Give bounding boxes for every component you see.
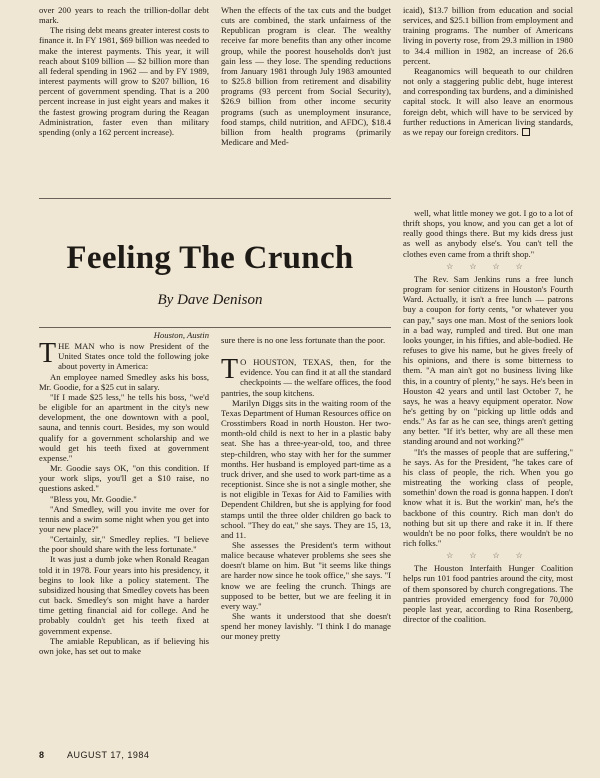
article-byline: By Dave Denison — [157, 292, 263, 308]
continued-3-paragraph: icaid), $13.7 billion from education and social services, and $25.1 billion from employment and training programs. The number of Americans living in poverty rose, from 29.3 million in 1980 to 34.4 million in 1982, an increase of 26.6 percent. — [403, 5, 573, 66]
column-2-paragraph: She wants it understood that she doesn't spend her money lavishly. "I think I do manage our money pretty — [221, 611, 391, 642]
column-1-paragraph: "Bless you, Mr. Goodie." — [50, 493, 137, 504]
column-1-paragraph: The amiable Republican, as if believing his own joke, has set out to make — [39, 635, 209, 656]
section-divider — [39, 198, 391, 199]
column-3-bottom — [403, 563, 573, 624]
column-2-paragraph: She assesses the President's term without malice because whatever problems she sees she doesn't blame on him. But "it seems like things are harder now since he took office," she says. "I know we are feeling the crunch. Things are supposed to be better, but we are feeling it in every way." — [221, 539, 391, 611]
column-1-paragraph: "And Smedley, will you invite me over for tennis and a swim some night when you get into your new place?" — [39, 503, 209, 534]
drop-cap-2: T — [221, 357, 239, 386]
column-3-top — [403, 208, 573, 259]
continued-3-paragraph: Reaganomics will bequeath to our children not only a staggering public debt, huge interest and corresponding tax burdens, and a diminished capital stock. It will also leave an enormous foreign debt, which will have to be serviced by further reductions in American living standards, as we repay our foreign creditors. — [403, 65, 573, 137]
column-3-bottom-paragraph: The Houston Interfaith Hunger Coalition helps run 101 food pantries around the city, most of them sponsored by church congregations. The pantries provided emergency food for 70,000 people last year, according to Rina Rosenberg, director of the coalition. — [403, 563, 573, 625]
column-1-paragraph: Mr. Goodie says OK, "on this condition. If your work slips, you'll get a $10 raise, no questions asked." — [39, 463, 209, 494]
opening-text: HE MAN who is now President of the United States once told the following joke about poverty in America: — [58, 341, 209, 372]
section-opening-paragraph — [221, 357, 391, 398]
article-column-1 — [39, 330, 209, 746]
continued-1-paragraph: over 200 years to reach the trillion-dollar debt mark. — [39, 5, 209, 26]
end-of-story-icon — [522, 128, 530, 136]
byline-rule — [39, 327, 391, 328]
star-divider-1: ☆ ☆ ☆ ☆ — [446, 261, 530, 271]
drop-cap: T — [39, 341, 57, 370]
column-3-top-paragraph: well, what little money we got. I go to a lot of thrift shops, you know, and you can get a lot of really good things there. But my kids dress just as well as anybody else's. You can't tell the clothes even came from a thrift shop." — [403, 208, 573, 259]
column-3-mid-paragraph: The Rev. Sam Jenkins runs a free lunch program for senior citizens in Houston's Fourth Ward. Actually, it isn't a free lunch — patrons buy a coupon for forty cents, "or whatever you can pay," says one man. Most of the seniors look in a bad way, rumpled and tired. But one man looks younger, in his fifties, and able-bodied. He refuses to give his name, but he gives freely of his opinions, and there is some bitterness to them. "A man ain't got no business living like this, in a country of plenty," he says. He's been in Houston 42 years and until last October 7, he says, he was a heavy equipment operator. Now he's getting by on "picking up little odds and ends." As far as he can see, things aren't getting any better. "If it's better, why are all these men standing around and not working?" — [403, 273, 573, 447]
column-2-paragraph: Marilyn Diggs sits in the waiting room of the Texas Department of Human Resources office on Crosstimbers Road in north Houston. Her two-month-old child is next to her in a plastic baby seat. She has a three-year-old, too, and three step-children, who stay with her for the summer months. Her husband is employed part-time as a truck driver, and she used to work part-time as a receptionist. Since she is not a single mother, she is not eligible in Texas for Aid to Families with Dependent Children, but she is applying for food stamps until the three older children go back to school. "They do eat," she says. They are 15, 13, and 11. — [221, 397, 391, 540]
continued-column-3 — [403, 5, 573, 190]
section-opening-text: O HOUSTON, TEXAS, then, for the evidence. You can find it at all the standard checkpoints — the welfare offices, the food pantries, the soup kitchens. — [221, 357, 391, 398]
continued-1-paragraph: The rising debt means greater interest costs to finance it. In FY 1981, $69 billion was needed to make the interest payments. This year, it will reach about $109 billion — $2 billion more than all federal spending in 1962 — and by FY 1989, interest payments will grow to $207 billion, 16 percent of government spending. That is a 200 percent increase in just eight years and makes it the fastest growing program during the Reagan Administration, faster even than military spending (only a 162 percent increase). — [39, 25, 209, 137]
article-column-2 — [221, 335, 391, 746]
column-2-lead: sure there is no one less fortunate than the poor. — [221, 335, 386, 345]
dateline: Houston, Austin — [153, 330, 209, 340]
column-1-paragraph: An employee named Smedley asks his boss, Mr. Goodie, for a $25 cut in salary. — [39, 371, 209, 392]
column-2-body — [221, 398, 391, 642]
page-footer — [39, 750, 149, 760]
article-headline: Feeling The Crunch — [66, 240, 354, 276]
continued-column-2 — [221, 5, 391, 190]
page-number: 8 — [39, 750, 45, 760]
continued-column-1 — [39, 5, 209, 190]
column-1-paragraph: It was just a dumb joke when Ronald Reagan told it in 1978. Four years into his presidency, it begins to look like a policy statement. The subsidized housing that Smedley covets has been cut back. Smedley's son might have a harder time getting financial aid for college. And he probably couldn't get his teeth fixed at government expense. — [39, 554, 209, 636]
column-1-paragraph: "Certainly, sir," Smedley replies. "I believe the poor should share with the less fortunate." — [39, 534, 209, 555]
issue-date: AUGUST 17, 1984 — [67, 750, 150, 760]
column-3-middle — [403, 274, 573, 548]
article-column-3 — [403, 208, 573, 768]
column-1-paragraph: "If I made $25 less," he tells his boss, "we'd be eligible for an apartment in the city's new development, the one downtown with a pool, sauna, and tennis court. Besides, my son would qualify for a government scholarship and we would get his teeth fixed at government expense." — [39, 391, 209, 463]
continued-2-paragraph: When the effects of the tax cuts and the budget cuts are combined, the stark unfairness of the Republican program is clear. The wealthy receive far more benefits than any other income group, while the poorest households don't just gain less — they lose. The spending reductions from January 1981 through July 1983 amounted to $25.8 billion from retirement and disability programs (93 percent from Social Security), $26.9 billion from other income security programs (such as unemployment insurance, food stamps, child nutrition, and AFDC), $18.4 billion from health programs (primarily Medicare and Med- — [221, 5, 391, 148]
opening-paragraph — [39, 341, 209, 371]
column-1-body — [39, 372, 209, 656]
star-divider-2: ☆ ☆ ☆ ☆ — [446, 551, 530, 561]
column-3-mid-paragraph: "It's the masses of people that are suffering," he says. As for the President, "he takes care of his class of people, the rich. When you go mistreating the working class of people, somethin' down the road is gonna happen. I don't know what it is. But the workin' man, he's the backbone of this country. Rich man don't do nothing but sit up there and rake it in. If there wouldn't be no poor folks, there wouldn't be no rich folks." — [403, 446, 573, 548]
